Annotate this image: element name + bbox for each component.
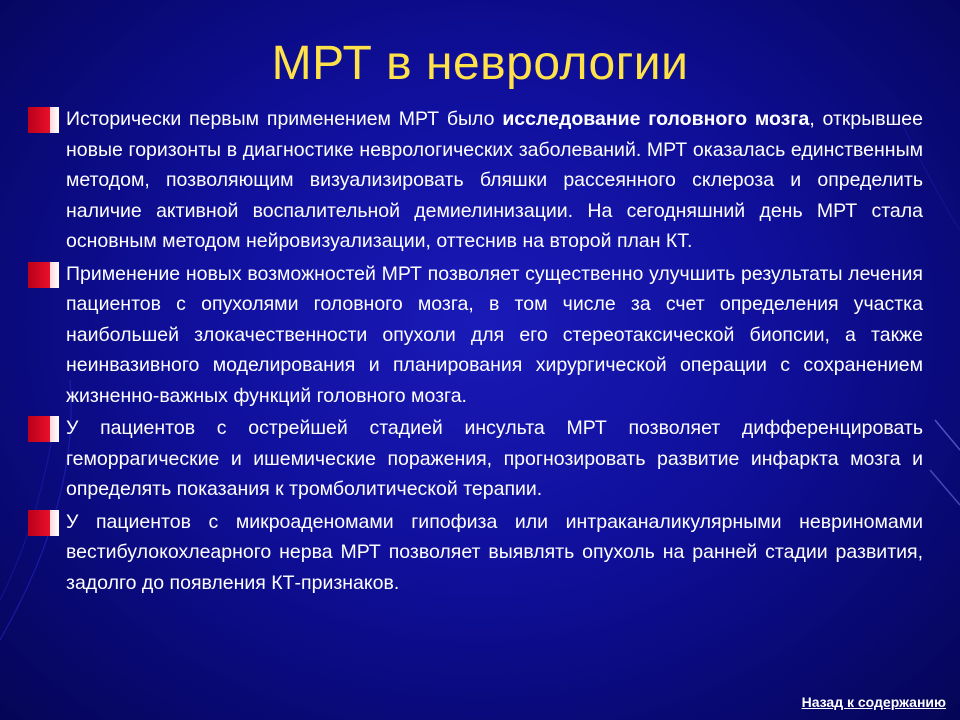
bullet-item-microadenoma [28, 507, 923, 599]
red-square-bullet-icon [28, 262, 59, 288]
slide-title: МРТ в неврологии [271, 37, 689, 90]
red-square-bullet-icon [28, 416, 59, 442]
bullet-text-bold: исследование головного мозга [502, 108, 810, 130]
bullet-item-tumor-treatment [28, 259, 923, 412]
red-square-bullet-icon [28, 510, 59, 536]
bullet-item-brain-research [28, 104, 923, 257]
bullet-text: Применение новых возможностей МРТ позволяет существенно улучшить результаты лечения пациентов с опухолями головного мозга, в том числе за счет определения участка наибольшей злокачественности опухоли для его стереотаксической биопсии, а также неинвазивного моделирования и планирования хирургической операции с сохранением жизненно-важных функций головного мозга. [66, 262, 923, 407]
bullet-text-start: Исторически первым применением МРТ было [66, 108, 503, 130]
bullet-text [66, 108, 923, 252]
bullet-text-end: , открывшее новые горизонты в диагностике неврологических заболеваний. МРТ оказалась единственным методом, позволяющим визуализировать бляшки рассеянного склероза и определить наличие активной воспалительной демиелинизации. На сегодняшний день МРТ стала основным методом нейровизуализации, оттеснив на второй план КТ. [66, 108, 923, 252]
bullet-text: У пациентов с микроаденомами гипофиза или интраканаликулярными невриномами вестибулокохлеарного нерва МРТ позволяет выявлять опухоль на ранней стадии развития, задолго до появления КТ-признаков. [66, 510, 923, 594]
bullet-text: У пациентов с острейшей стадией инсульта МРТ позволяет дифференцировать геморрагические и ишемические поражения, прогнозировать развитие инфаркта мозга и определять показания к тромболитической терапии. [66, 417, 923, 500]
bullet-item-stroke [28, 413, 923, 505]
back-to-contents-link[interactable]: Назад к содержанию [801, 694, 946, 710]
bullet-list [28, 104, 923, 598]
red-square-bullet-icon [28, 107, 59, 133]
